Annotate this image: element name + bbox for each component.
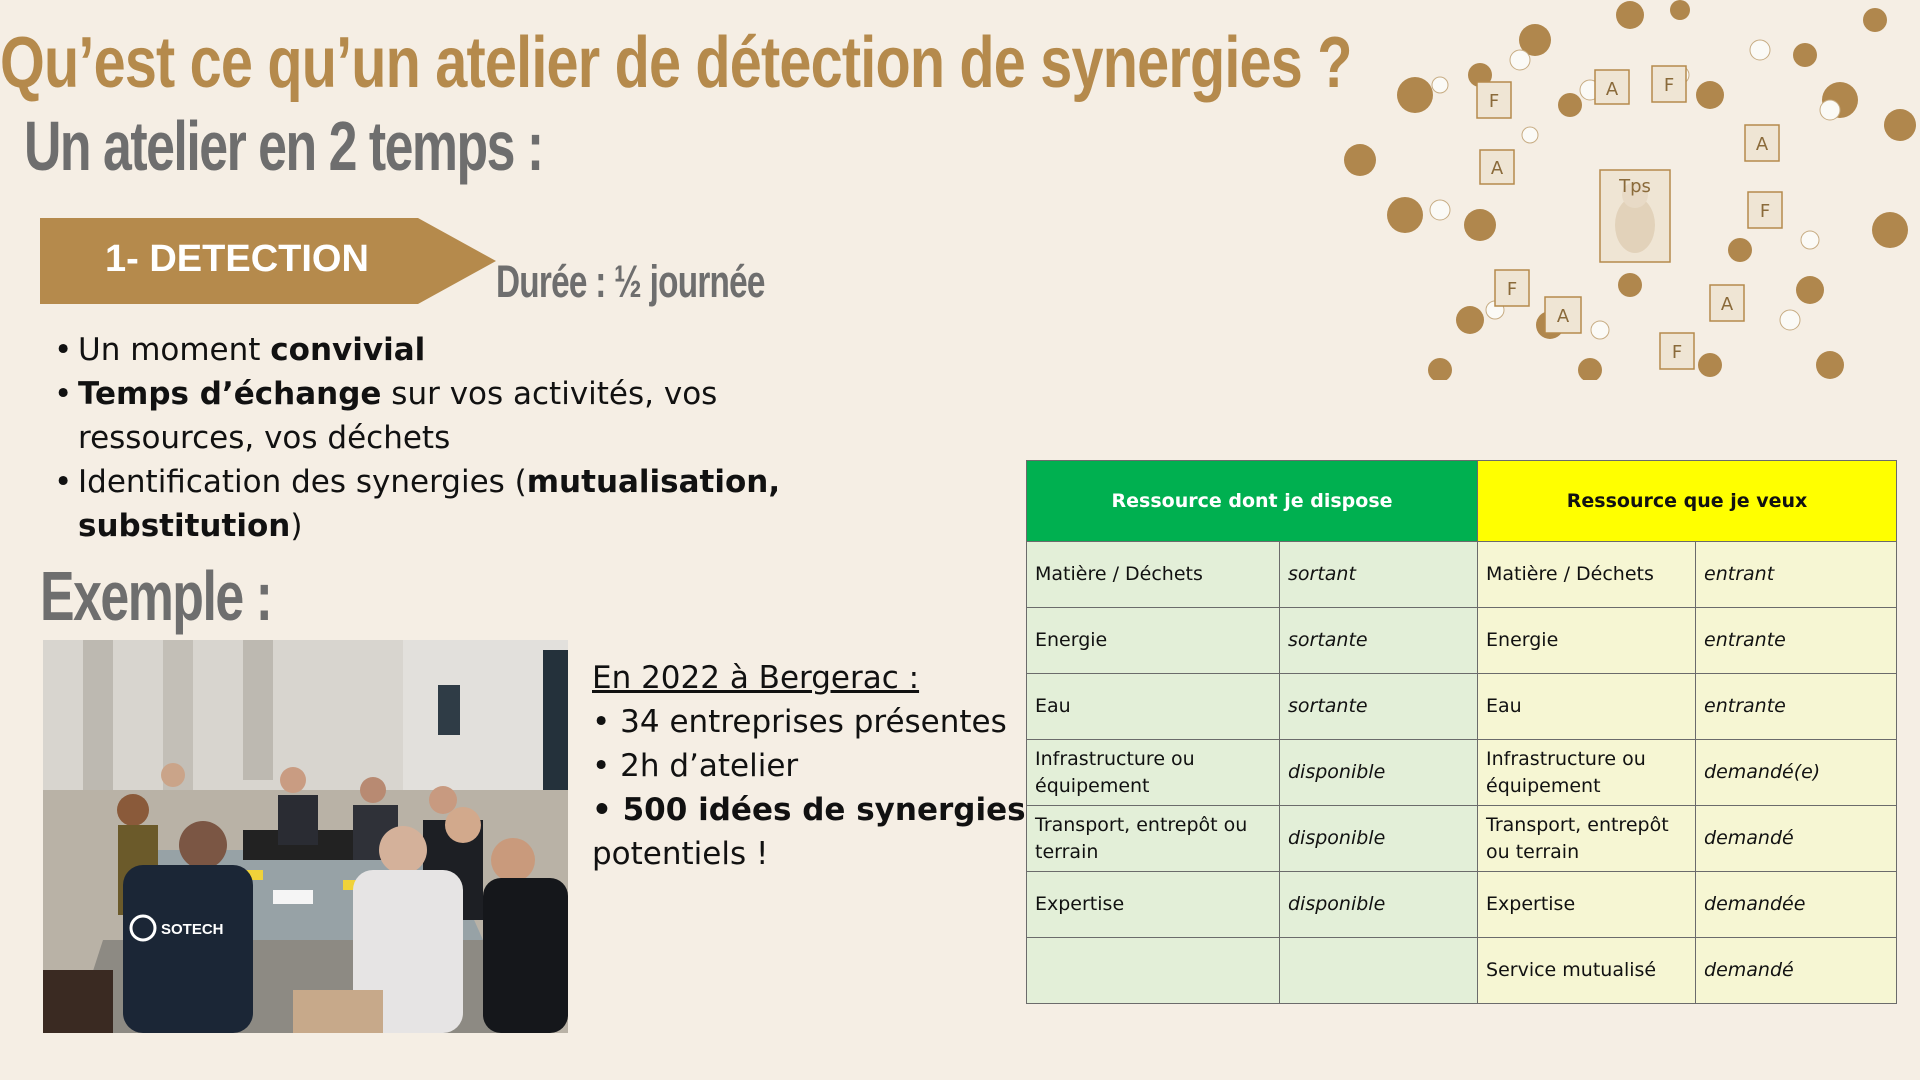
- decor-letter: F: [1759, 201, 1771, 222]
- stat-duration: • 2h d’atelier: [592, 748, 799, 784]
- decor-letter: F: [1663, 75, 1675, 96]
- have-state-cell: sortant: [1280, 542, 1478, 608]
- stat-ideas-bold: • 500 idées de synergies: [592, 792, 1026, 828]
- stats-heading: En 2022 à Bergerac :: [592, 660, 920, 696]
- want-state-cell: entrant: [1696, 542, 1897, 608]
- table-row: [1027, 608, 1897, 674]
- have-state-cell: disponible: [1280, 740, 1478, 806]
- decor-letter: F: [1488, 91, 1500, 112]
- example-stats: [592, 656, 1026, 876]
- have-resource-cell: Energie: [1027, 608, 1280, 674]
- duration-label: Durée : ½ journée: [496, 256, 765, 307]
- stat-ideas: [592, 788, 1026, 832]
- decor-letter: A: [1605, 79, 1619, 100]
- have-state-cell: sortante: [1280, 608, 1478, 674]
- page-title: Qu’est ce qu’un atelier de détection de synergies ?: [0, 23, 1352, 103]
- have-resource-cell: Matière / Déchets: [1027, 542, 1280, 608]
- have-resource-cell: Transport, entrepôt ou terrain: [1027, 806, 1280, 872]
- bullet-list: [50, 328, 810, 548]
- have-state-cell: disponible: [1280, 872, 1478, 938]
- decor-letter: A: [1556, 306, 1570, 327]
- decor-letter: A: [1490, 158, 1504, 179]
- workshop-photo: [43, 640, 568, 1033]
- stat-ideas-rest: potentiels !: [592, 836, 769, 872]
- have-state-cell: [1280, 938, 1478, 1004]
- bullet-text: sur vos activités, vos ressources, vos déchets: [78, 376, 718, 456]
- decor-letter: A: [1755, 134, 1769, 155]
- table-row: [1027, 806, 1897, 872]
- detection-step-label: 1- DETECTION: [105, 238, 369, 280]
- have-resource-cell: [1027, 938, 1280, 1004]
- network-illustration: [1330, 0, 1920, 380]
- want-resource-cell: Matière / Déchets: [1478, 542, 1696, 608]
- want-resource-cell: Energie: [1478, 608, 1696, 674]
- bullet-item: [50, 460, 810, 548]
- want-state-cell: entrante: [1696, 674, 1897, 740]
- table-row: [1027, 542, 1897, 608]
- header-want: Ressource que je veux: [1478, 461, 1897, 542]
- bullet-text: Identification des synergies (: [78, 464, 527, 500]
- want-state-cell: demandée: [1696, 872, 1897, 938]
- bullet-item: [50, 328, 810, 372]
- bullet-item: [50, 372, 810, 460]
- detection-step-banner: [40, 218, 496, 304]
- table-header-row: [1027, 461, 1897, 542]
- have-resource-cell: Infrastructure ou équipement: [1027, 740, 1280, 806]
- want-resource-cell: Infrastructure ou équipement: [1478, 740, 1696, 806]
- want-state-cell: demandé(e): [1696, 740, 1897, 806]
- decor-letter: A: [1720, 294, 1734, 315]
- decor-letter: F: [1671, 342, 1683, 363]
- table-row: [1027, 674, 1897, 740]
- stat-companies: • 34 entreprises présentes: [592, 704, 1007, 740]
- have-resource-cell: Expertise: [1027, 872, 1280, 938]
- want-resource-cell: Eau: [1478, 674, 1696, 740]
- table-row: [1027, 740, 1897, 806]
- table-row: [1027, 872, 1897, 938]
- decor-center-label: Tps: [1619, 176, 1651, 197]
- table-row: [1027, 938, 1897, 1004]
- resource-table: [1026, 460, 1897, 1004]
- header-have: Ressource dont je dispose: [1027, 461, 1478, 542]
- want-resource-cell: Transport, entrepôt ou terrain: [1478, 806, 1696, 872]
- decor-letter: F: [1506, 279, 1518, 300]
- photo-shirt-text: SOTECH: [161, 921, 224, 938]
- page-subtitle: Un atelier en 2 temps :: [24, 107, 543, 185]
- want-resource-cell: Expertise: [1478, 872, 1696, 938]
- want-state-cell: demandé: [1696, 938, 1897, 1004]
- bullet-text-bold: convivial: [270, 332, 426, 368]
- bullet-text-bold: mutualisation, substitution: [78, 464, 781, 544]
- have-state-cell: sortante: [1280, 674, 1478, 740]
- want-resource-cell: Service mutualisé: [1478, 938, 1696, 1004]
- want-state-cell: demandé: [1696, 806, 1897, 872]
- have-state-cell: disponible: [1280, 806, 1478, 872]
- want-state-cell: entrante: [1696, 608, 1897, 674]
- bullet-text-bold: Temps d’échange: [78, 376, 382, 412]
- have-resource-cell: Eau: [1027, 674, 1280, 740]
- bullet-text: ): [290, 508, 303, 544]
- example-heading: Exemple :: [40, 557, 272, 635]
- bullet-text: Un moment: [78, 332, 271, 368]
